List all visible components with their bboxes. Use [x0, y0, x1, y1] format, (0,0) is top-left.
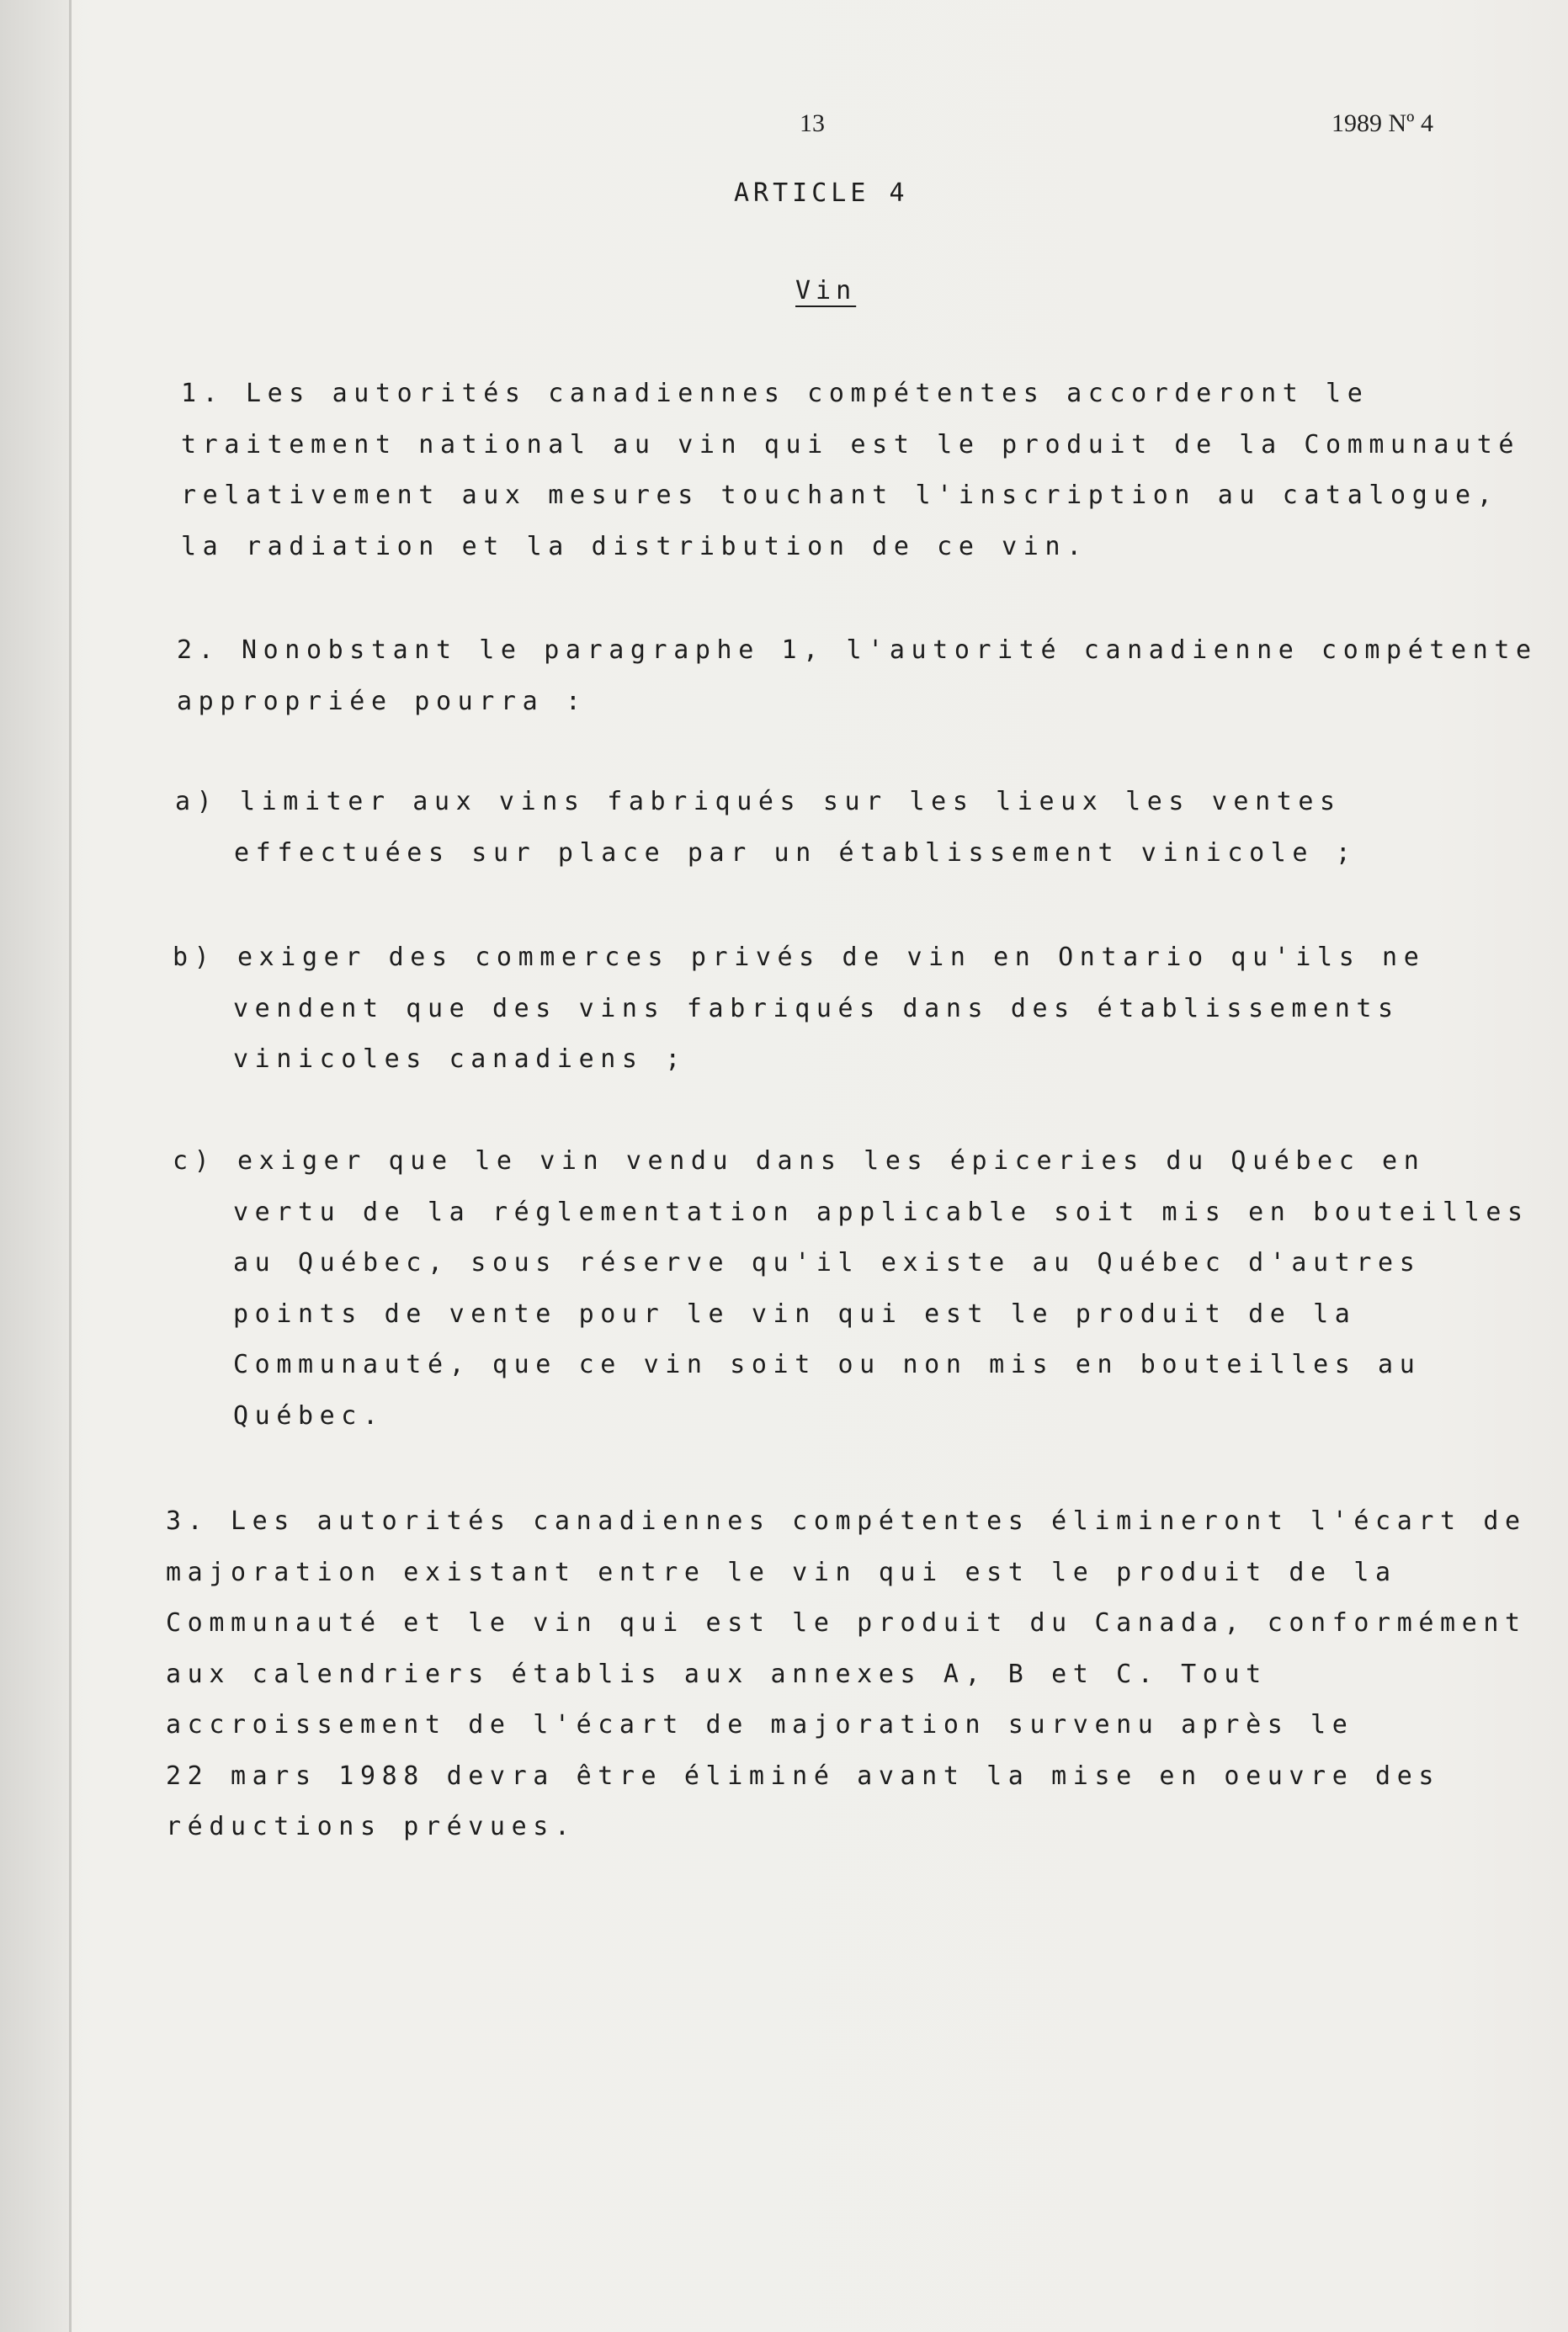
para-3-line-2: majoration existant entre le vin qui est le produit de la: [166, 1557, 1397, 1587]
item-c-line-5: Communauté, que ce vin soit ou non mis en bouteilles au: [233, 1350, 1422, 1379]
para-2-line-2: appropriée pourra :: [177, 686, 587, 716]
para-3-line-4: aux calendriers établis aux annexes A, B et C. Tout: [166, 1659, 1268, 1689]
para-3-line-5: accroissement de l'écart de majoration survenu après le: [166, 1710, 1354, 1740]
item-a-line-2: effectuées sur place par un établissement vinicole ;: [234, 837, 1358, 868]
item-a-line-1: a) limiter aux vins fabriqués sur les lieux les ventes: [175, 787, 1342, 816]
binding-shadow: [0, 0, 69, 2332]
item-c-line-2: vertu de la réglementation applicable soit mis en bouteilles: [233, 1197, 1529, 1227]
para-3-line-3: Communauté et le vin qui est le produit du Canada, conformément: [166, 1608, 1527, 1638]
item-b-line-1: b) exiger des commerces privés de vin en Ontario qu'ils ne: [173, 943, 1426, 972]
para-1-line-3: relativement aux mesures touchant l'inscription au catalogue,: [181, 481, 1499, 510]
para-1-line-1: 1. Les autorités canadiennes compétentes accorderont le: [181, 379, 1369, 408]
article-heading: ARTICLE 4: [734, 178, 909, 208]
para-3-line-7: réductions prévues.: [166, 1812, 577, 1841]
item-b-line-3: vinicoles canadiens ;: [233, 1044, 687, 1074]
item-c-line-4: points de vente pour le vin qui est le produit de la: [233, 1299, 1357, 1329]
issue-number: 1989 Nº 4: [1331, 109, 1433, 137]
para-3-line-6: 22 mars 1988 devra être éliminé avant la mise en oeuvre des: [166, 1761, 1441, 1791]
item-c-line-1: c) exiger que le vin vendu dans les épiceries du Québec en: [173, 1146, 1426, 1176]
item-b-line-2: vendent que des vins fabriqués dans des établissements: [233, 993, 1400, 1023]
binding-edge: [69, 0, 72, 2332]
article-subheading: Vin: [795, 276, 857, 305]
para-1-line-4: la radiation et la distribution de ce vin.: [181, 531, 1088, 561]
item-c-line-6: Québec.: [233, 1400, 385, 1431]
item-c-line-3: au Québec, sous réserve qu'il existe au Québec d'autres: [233, 1248, 1422, 1278]
para-2-line-1: 2. Nonobstant le paragraphe 1, l'autorité canadienne compétente: [177, 635, 1538, 665]
para-3-line-1: 3. Les autorités canadiennes compétentes élimineront l'écart de: [166, 1506, 1527, 1536]
para-1-line-2: traitement national au vin qui est le produit de la Communauté: [181, 429, 1521, 459]
page-number: 13: [800, 109, 825, 137]
